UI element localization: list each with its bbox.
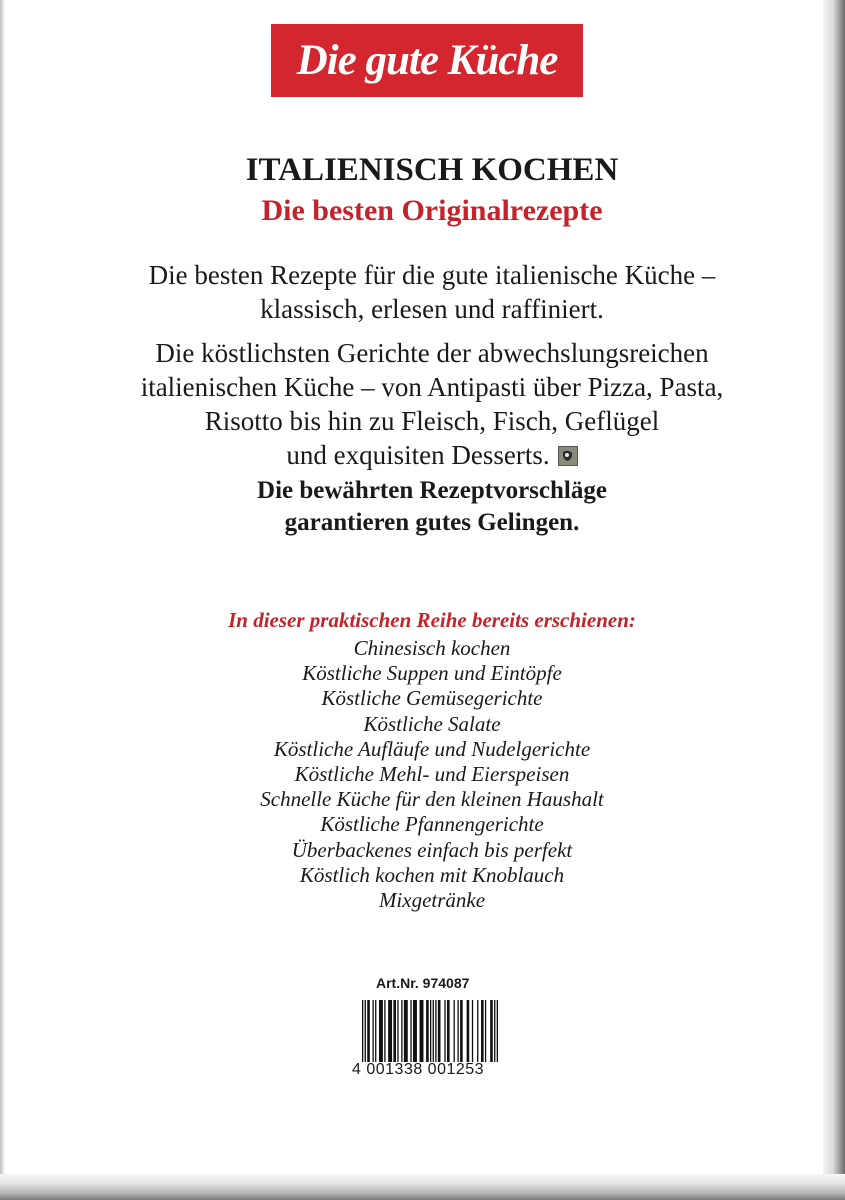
barcode-bar	[435, 1000, 436, 1062]
series-list	[0, 636, 845, 913]
barcode-bar	[384, 1000, 385, 1062]
barcode-bar	[433, 1000, 434, 1062]
series-item: Chinesisch kochen	[353, 636, 511, 660]
barcode-bar	[430, 1000, 431, 1062]
series-item: Köstliche Aufläufe und Nudelgerichte	[273, 736, 591, 761]
series-heading: In dieser praktischen Reihe bereits erschienen:	[228, 608, 636, 632]
series-item: Mixgetränke	[378, 888, 486, 913]
barcode-bar	[397, 1000, 398, 1062]
brand-banner	[271, 24, 583, 97]
series-item: Köstliche Salate	[363, 711, 501, 736]
description-line-last	[0, 438, 845, 472]
barcode-bar	[472, 1000, 473, 1062]
description-line: Risotto bis hin zu Fleisch, Fisch, Geflügel	[204, 406, 660, 436]
series-item: Köstliche Pfannengerichte	[320, 812, 544, 837]
barcode-bar	[372, 1000, 373, 1062]
claim-paragraph	[0, 475, 845, 539]
barcode-bar	[413, 1000, 417, 1062]
barcode-bar	[401, 1000, 402, 1062]
barcode-bar	[393, 1000, 396, 1062]
barcode-bar	[485, 1000, 486, 1062]
claim-line: Die bewährten Rezeptvorschläge	[257, 477, 607, 504]
barcode-bar	[379, 1000, 383, 1062]
barcode-bar	[467, 1000, 470, 1062]
barcode-bar	[375, 1000, 376, 1062]
barcode-number: 4 001338 001253	[352, 1061, 485, 1078]
barcode-bar	[490, 1000, 493, 1062]
barcode-bar	[362, 1000, 363, 1062]
barcode-bar	[477, 1000, 478, 1062]
book-title: ITALIENISCH KOCHEN	[245, 152, 619, 188]
pepper-stamp-icon	[558, 440, 578, 460]
barcode-bar	[481, 1000, 484, 1062]
description-line-text: und exquisiten Desserts.	[286, 440, 550, 470]
claim-line: garantieren gutes Gelingen.	[284, 509, 580, 536]
description-line: italienischen Küche – von Antipasti über Pizza, Pasta,	[140, 372, 724, 402]
barcode-bar	[454, 1000, 455, 1062]
barcode-bar	[365, 1000, 366, 1062]
barcode	[360, 1000, 500, 1062]
barcode-bar	[460, 1000, 463, 1062]
series-item: Köstlich kochen mit Knoblauch	[299, 862, 565, 887]
description-paragraph	[0, 336, 845, 472]
barcode-bar	[367, 1000, 370, 1062]
barcode-bar	[497, 1000, 498, 1062]
intro-paragraph	[0, 258, 845, 326]
intro-line: Die besten Rezepte für die gute italienische Küche –	[148, 260, 716, 290]
intro-line: klassisch, erlesen und raffiniert.	[260, 294, 604, 324]
book-subtitle: Die besten Originalrezepte	[261, 194, 603, 227]
barcode-bar	[438, 1000, 441, 1062]
description-line: Die köstlichsten Gerichte der abwechslungsreichen	[155, 338, 709, 368]
series-item: Überbackenes einfach bis perfekt	[291, 837, 573, 862]
barcode-bar	[444, 1000, 445, 1062]
barcode-bar	[388, 1000, 392, 1062]
barcode-bar	[457, 1000, 458, 1062]
series-item: Köstliche Mehl- und Eierspeisen	[294, 762, 570, 787]
series-item: Schnelle Küche für den kleinen Haushalt	[260, 787, 604, 812]
barcode-bar	[494, 1000, 495, 1062]
article-number: Art.Nr. 974087	[376, 975, 470, 991]
barcode-bar	[404, 1000, 408, 1062]
brand-logo: Die gute Küche	[296, 37, 558, 84]
barcode-bar	[420, 1000, 424, 1062]
barcode-bar	[410, 1000, 411, 1062]
series-item: Köstliche Suppen und Eintöpfe	[302, 661, 562, 686]
barcode-bar	[447, 1000, 450, 1062]
barcode-bar	[426, 1000, 429, 1062]
series-item: Köstliche Gemüsegerichte	[321, 686, 543, 711]
